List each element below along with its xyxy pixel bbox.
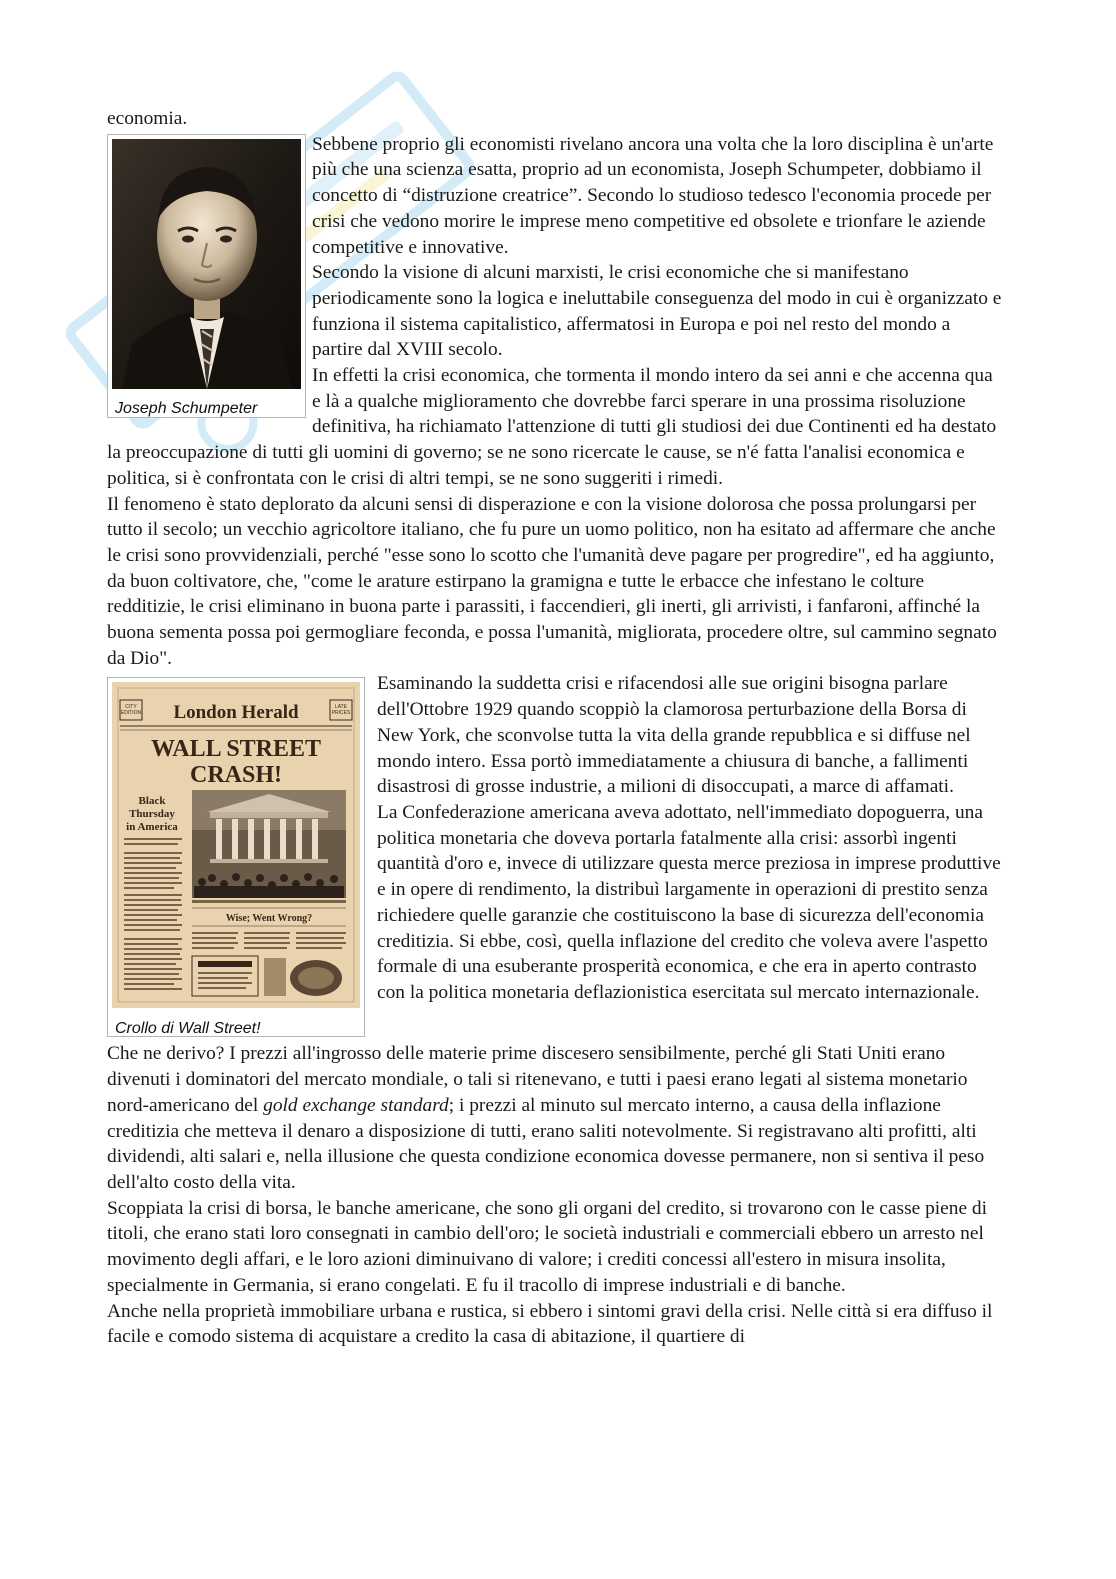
headline-line-1: WALL STREET xyxy=(150,736,322,763)
masthead-title: London Herald xyxy=(173,702,299,724)
paragraph: Sebbene proprio gli economisti rivelano ancora una volta che la loro disciplina è un'arte più che una scienza esatta, proprio ad un economista, Joseph Schumpeter, dobbiamo il concetto di “distruzione creatrice”. Secondo lo studioso tedesco l'economia procede per crisi che vedono morire le imprese meno competitive ed obsolete e trionfare le aziende competitive e innovative. xyxy=(312,133,994,258)
subhead-3: in America xyxy=(126,821,178,834)
paragraph-text: Che ne derivo? I prezzi all'ingrosso delle materie prime discesero sensibilmente, perché gli Stati Uniti erano divenuti i dominatori del mercato mondiale, o tali si ritenevano, e tutti i paesi erano legati al sistema monetario nord-americano del xyxy=(107,1043,968,1116)
subhead-1: Black xyxy=(138,795,166,808)
paragraph: Anche nella proprietà immobiliare urbana e rustica, si ebbero i sintomi gravi della crisi. Nelle città si era diffuso il facile e comodo sistema di acquistare a credito la casa di abitazione, il quartiere di xyxy=(107,1300,993,1348)
paragraph: Esaminando la suddetta crisi e rifacendosi alle sue origini bisogna parlare dell'Ottobre 1929 quando scoppiò la clamorosa perturbazione della Borsa di New York, che sconvolse tutta la vita della grande repubblica e si diffuse nel mondo intero. Essa portò immediatamente a chiusura di banche, a fallimenti disastrosi di grosse industrie, a milioni di disoccupati, a marce di affamati. xyxy=(377,673,971,798)
city-edition-label: CITY EDITION xyxy=(120,704,142,717)
portrait-photo xyxy=(112,139,301,389)
paragraph xyxy=(107,1041,1005,1195)
column-title: Wise; Went Wrong? xyxy=(225,913,313,925)
document-body xyxy=(107,106,1005,1350)
paragraph: In effetti la crisi economica, che tormenta il mondo intero da sei anni e che accenna qua e là a qualche miglioramento che dovrebbe farci sperare in una prossima risoluzione definitiva, ha richiamato l'attenzione di tutti gli studiosi dei due Continenti ed ha destato la preoccupazione di tutti gli uomini di governo; se ne sono ricercate le cause, se n'é fatta l'analisi economica e politica, si è confrontata con le crisi di altri tempi, se ne sono suggeriti i rimedi. xyxy=(107,365,997,489)
figure-joseph-schumpeter xyxy=(107,134,306,418)
figure-caption: Joseph Schumpeter xyxy=(115,400,258,418)
newspaper-image xyxy=(112,682,360,1008)
paragraph: Scoppiata la crisi di borsa, le banche americane, che sono gli organi del credito, si trovarono con le casse piene di titoli, che erano stati loro consegnati in cambio dell'oro; le società industriali e commerciali ebbero un arresto nel movimento degli affari, e le loro azioni diminuivano di valore; i crediti concessi all'estero in misura insolita, specialmente in Germania, si erano congelati. E fu il tracollo di imprese industriali e di banche. xyxy=(107,1197,987,1296)
paragraph-text: ; i prezzi al minuto sul mercato interno, a causa della inflazione creditizia che metteva il denaro a disposizione di tutti, erano saliti notevolmente. Si registravano alti profitti, alti dividendi, alti salari e, nella illusione che questa condizione economica dovesse permanere, non si sentiva il peso dell'alto costo della vita. xyxy=(107,1094,985,1193)
subhead-2: Thursday xyxy=(129,808,175,821)
italic-term: gold exchange standard xyxy=(263,1094,449,1116)
paragraph: La Confederazione americana aveva adottato, nell'immediato dopoguerra, una politica monetaria che doveva portarla fatalmente alla crisi: assorbì ingenti quantità d'oro e, invece di utilizzare questa merce preziosa in imprese produttive e in opere di rendimento, la distribuì largamente in operazioni di prestito senza richiedere quelle garanzie che costituiscono la base di sicurezza dell'economia creditizia. Si ebbe, così, quella inflazione del credito che voleva avere l'aspetto formale di una esuberante prosperità economica, e che era in aperto contrasto con la politica monetaria deflazionistica esercitata sul mercato internazionale. xyxy=(377,801,1001,1003)
late-prices-label: LATE PRICES xyxy=(331,704,351,717)
headline-line-2: CRASH! xyxy=(189,762,283,789)
figure-wall-street-crash xyxy=(107,677,365,1037)
paragraph: Il fenomeno è stato deplorato da alcuni sensi di disperazione e con la visione dolorosa che possa prolungarsi per tutto il secolo; un vecchio agricoltore italiano, che fu pure un uomo politico, non ha esitato ad affermare che anche le crisi sono provvidenziali, perché "esse sono lo scotto che l'umanità deve pagare per progredire", ed ha aggiunto, da buon coltivatore, che, "come le arature estirpano la gramigna e tutte le erbacce che infestano le colture redditizie, le crisi eliminano in buona parte i parassiti, i faccendieri, gli inerti, gli arrivisti, i fanfaroni, affinché la buona sementa possa poi germogliare feconda, e possa l'umanità, migliorata, procedere oltre, sul cammino segnato da Dio". xyxy=(107,493,997,669)
figure-caption: Crollo di Wall Street! xyxy=(115,1020,261,1038)
paragraph: Secondo la visione di alcuni marxisti, le crisi economiche che si manifestano periodicamente sono la logica e ineluttabile conseguenza del modo in cui è organizzato e funziona il sistema capitalistico, affermatosi in Europa e poi nel resto del mondo a partire dal XVIII secolo. xyxy=(312,262,1002,361)
paragraph: economia. xyxy=(107,108,188,129)
